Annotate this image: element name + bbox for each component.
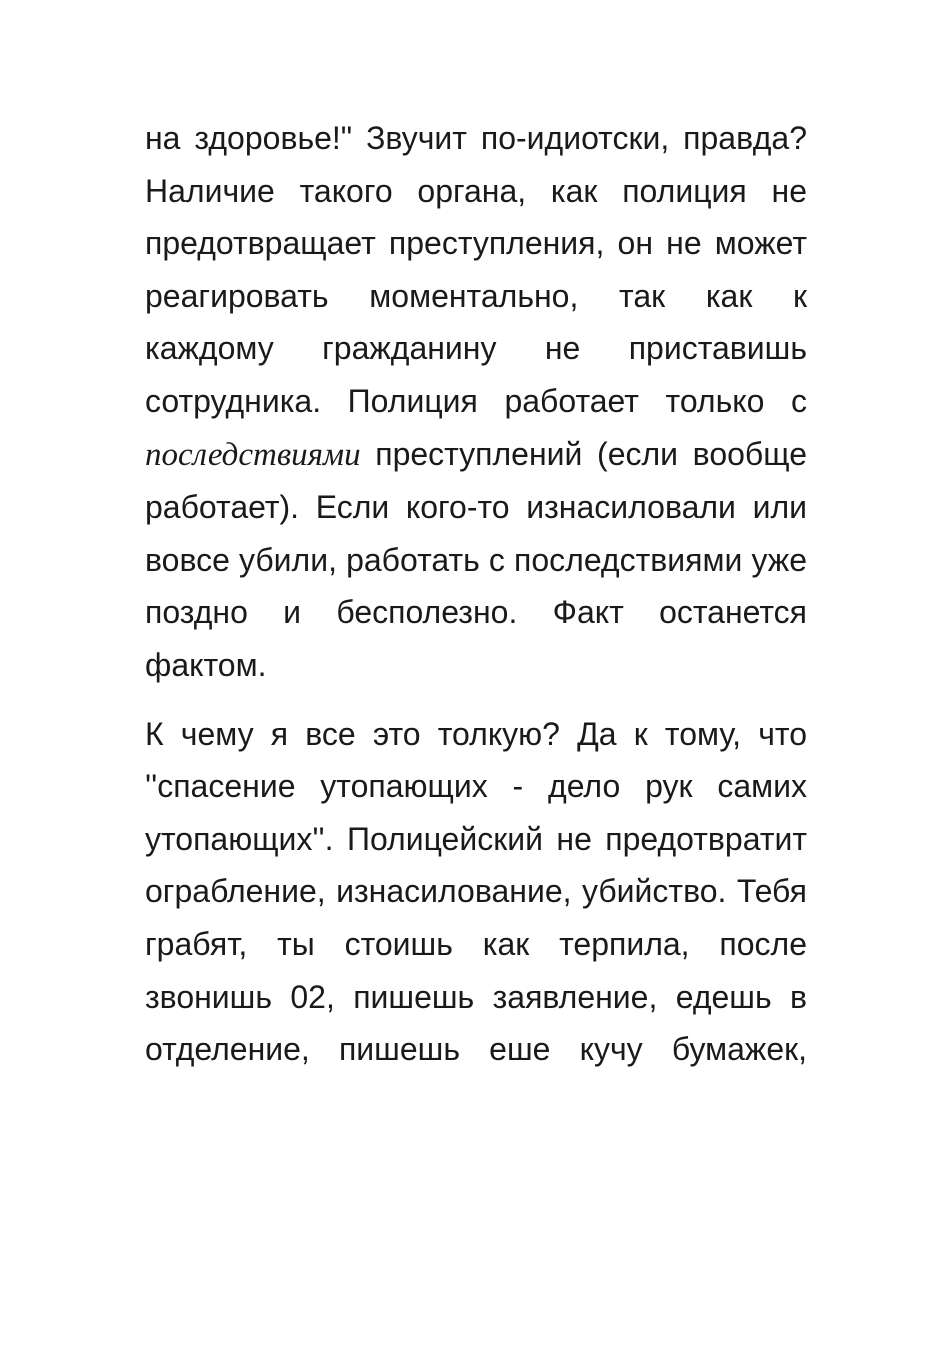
- paragraph-police-text-start: на здоровье!" Звучит по-идиотски, правда? Наличие такого органа, как полиция не предотвращает преступления, он не может реагировать моментально, так как к каждому гражданину не приставишь сотрудника. Полиция работает только с: [145, 120, 807, 419]
- emphasis-consequences: последствиями: [145, 436, 361, 473]
- paragraph-drowning: К чему я все это толкую? Да к тому, что ''спасение утопающих - дело рук самих утопающих''. Полицейский не предотвратит ограбление, изнасилование, убийство. Тебя грабят, ты стоишь как терпила, после звонишь 02, пишешь заявление, едешь в отделение, пишешь еше кучу бумажек,: [145, 715, 807, 1068]
- paragraph-police-text-end: преступлений (если вообще работает). Если кого-то изнасиловали или вовсе убили, работать с последствиями уже поздно и бесполезно. Факт останется фактом.: [145, 435, 807, 683]
- document-page: [145, 112, 807, 1076]
- paragraph-police: [145, 112, 807, 692]
